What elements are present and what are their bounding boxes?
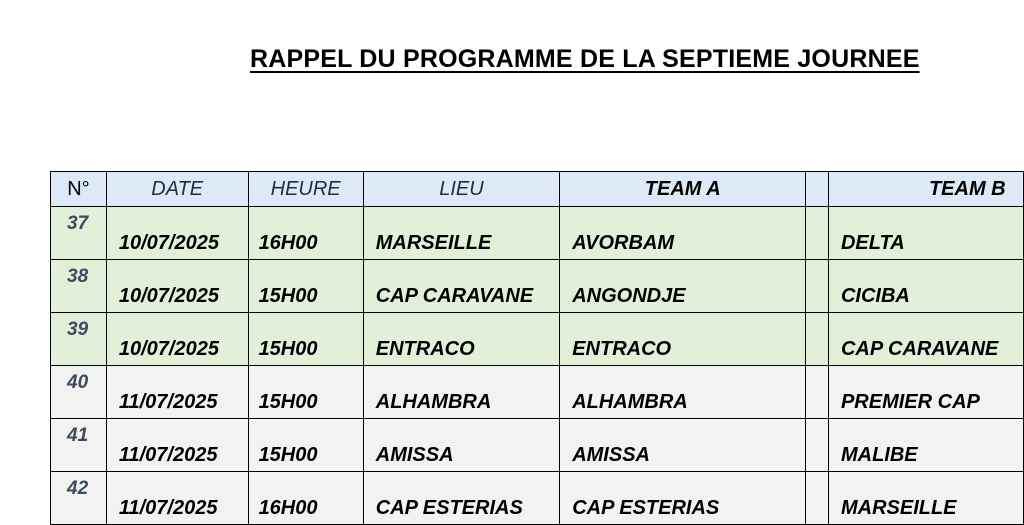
match-number: 39 — [51, 313, 107, 366]
table-row — [51, 472, 1024, 525]
spacer-cell — [806, 366, 829, 419]
table-row — [51, 260, 1024, 313]
match-date: 11/07/2025 — [106, 472, 248, 525]
match-number: 40 — [51, 366, 107, 419]
match-hour: 16H00 — [248, 472, 363, 525]
team-b: CAP CARAVANE — [828, 313, 1023, 366]
team-a: AVORBAM — [560, 207, 806, 260]
match-date: 10/07/2025 — [106, 207, 248, 260]
table-row — [51, 207, 1024, 260]
match-venue: CAP ESTERIAS — [363, 472, 559, 525]
table-row — [51, 419, 1024, 472]
match-date: 10/07/2025 — [106, 260, 248, 313]
match-number: 37 — [51, 207, 107, 260]
match-date: 10/07/2025 — [106, 313, 248, 366]
match-venue: ALHAMBRA — [363, 366, 559, 419]
spacer-cell — [806, 207, 829, 260]
match-date: 11/07/2025 — [106, 366, 248, 419]
page-title: RAPPEL DU PROGRAMME DE LA SEPTIEME JOURNEE — [250, 45, 920, 73]
match-venue: MARSEILLE — [363, 207, 559, 260]
table-header-row — [51, 172, 1024, 207]
match-number: 38 — [51, 260, 107, 313]
team-b: PREMIER CAP — [828, 366, 1023, 419]
match-number: 42 — [51, 472, 107, 525]
team-b: DELTA — [828, 207, 1023, 260]
schedule-table — [50, 171, 1024, 525]
spacer-cell — [806, 472, 829, 525]
header-team-b: TEAM B — [828, 172, 1023, 207]
header-team-a: TEAM A — [560, 172, 806, 207]
header-spacer — [806, 172, 829, 207]
match-date: 11/07/2025 — [106, 419, 248, 472]
team-b: MARSEILLE — [828, 472, 1023, 525]
match-number: 41 — [51, 419, 107, 472]
match-venue: AMISSA — [363, 419, 559, 472]
match-hour: 15H00 — [248, 419, 363, 472]
spacer-cell — [806, 313, 829, 366]
header-num: N° — [51, 172, 107, 207]
team-b: CICIBA — [828, 260, 1023, 313]
match-venue: CAP CARAVANE — [363, 260, 559, 313]
match-hour: 16H00 — [248, 207, 363, 260]
table-row — [51, 366, 1024, 419]
team-a: AMISSA — [560, 419, 806, 472]
table-row — [51, 313, 1024, 366]
team-b: MALIBE — [828, 419, 1023, 472]
match-hour: 15H00 — [248, 366, 363, 419]
match-venue: ENTRACO — [363, 313, 559, 366]
header-lieu: LIEU — [363, 172, 559, 207]
team-a: ENTRACO — [560, 313, 806, 366]
spacer-cell — [806, 260, 829, 313]
spacer-cell — [806, 419, 829, 472]
team-a: ALHAMBRA — [560, 366, 806, 419]
team-a: CAP ESTERIAS — [560, 472, 806, 525]
team-a: ANGONDJE — [560, 260, 806, 313]
header-date: DATE — [106, 172, 248, 207]
header-heure: HEURE — [248, 172, 363, 207]
match-hour: 15H00 — [248, 313, 363, 366]
match-hour: 15H00 — [248, 260, 363, 313]
